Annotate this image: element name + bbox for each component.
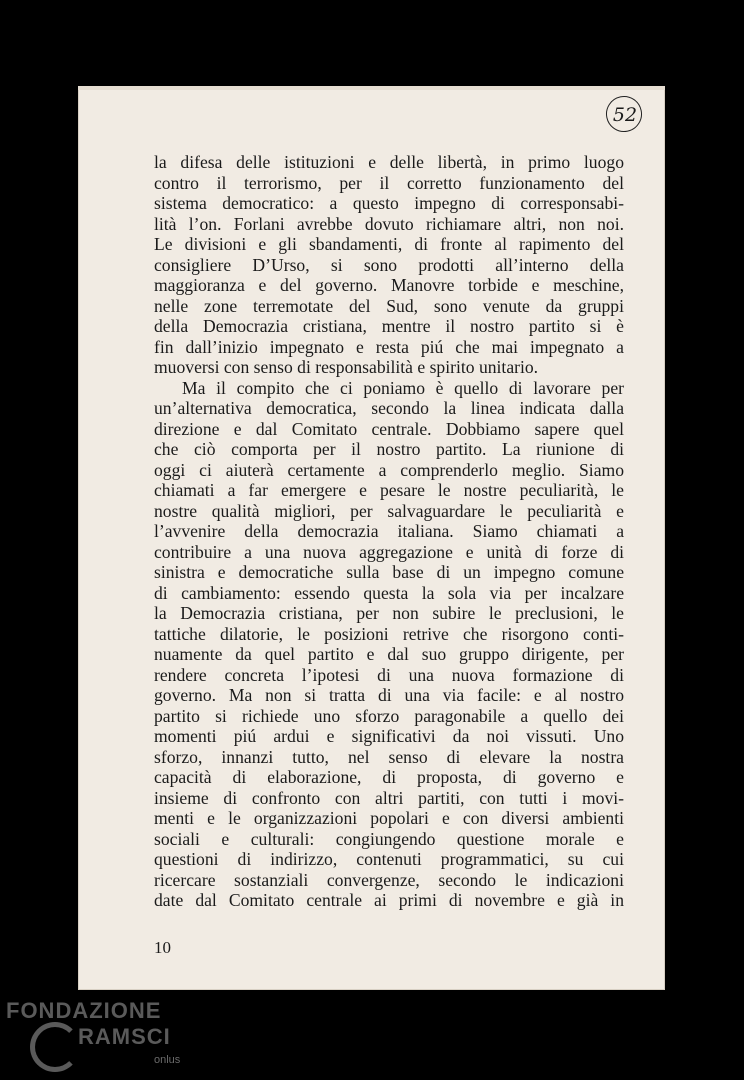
text-line: Ma il compito che ci poniamo è quello di lavorare per [182,377,624,398]
body-text [154,152,624,911]
text-line: consigliere D’Urso, si sono prodotti all’interno della [154,254,624,275]
text-line: Le divisioni e gli sbandamenti, di fronte al rapimento del [154,234,624,254]
text-line: nelle zone terremotate del Sud, sono venute da gruppi [154,295,624,316]
text-line: la Democrazia cristiana, per non subire le preclusioni, le [154,603,624,623]
text-line: sociali e culturali: congiungendo questione morale e [154,828,624,849]
text-line: oggi ci aiuterà certamente a comprenderlo meglio. Siamo [154,459,624,480]
folio-number: 52 [612,104,638,126]
text-line: partito si richiede uno sforzo paragonabile a quello dei [154,705,624,726]
text-line: date dal Comitato centrale ai primi di novembre e già in [154,890,624,910]
logo-line2: RAMSCI [78,1024,171,1049]
text-line: lità l’on. Forlani avrebbe dovuto richiamare altri, non noi. [154,213,624,234]
text-line: questioni di indirizzo, contenuti programmatici, su cui [154,849,624,869]
logo-line1: FONDAZIONE [6,998,162,1023]
text-line: l’avvenire della democrazia italiana. Siamo chiamati a [154,521,624,541]
text-line: nostre qualità migliori, per salvaguardare le peculiarità e [154,500,624,521]
folio-mark [606,96,644,134]
text-line: la difesa delle istituzioni e delle libertà, in primo luogo [154,152,624,172]
text-line: della Democrazia cristiana, mentre il nostro partito si è [154,316,624,336]
text-line: sistema democratico: a questo impegno di corresponsabi- [154,193,624,213]
text-line: direzione e dal Comitato centrale. Dobbiamo sapere quel [154,418,624,439]
text-line: insieme di confronto con altri partiti, con tutti i movi- [154,787,624,808]
text-line: nuamente da quel partito e dal suo gruppo dirigente, per [154,644,624,664]
text-line: un’alternativa democratica, secondo la linea indicata dalla [154,398,624,418]
text-line: sinistra e democratiche sulla base di un impegno comune [154,562,624,582]
text-line: contro il terrorismo, per il corretto funzionamento del [154,172,624,193]
text-line: fin dall’inizio impegnato e resta piú che mai impegnato a [154,336,624,357]
text-line: muoversi con senso di responsabilità e spirito unitario. [154,357,539,377]
text-line: sforzo, innanzi tutto, nel senso di elevare la nostra [154,746,624,767]
page-top-edge [78,86,665,90]
text-line: chiamati a far emergere e pesare le nostre peculiarità, le [154,480,624,500]
text-line: rendere concreta l’ipotesi di una nuova formazione di [154,664,624,685]
text-line: governo. Ma non si tratta di una via facile: e al nostro [154,685,624,705]
text-line: maggioranza e del governo. Manovre torbide e meschine, [154,275,624,295]
text-line: tattiche dilatorie, le posizioni retrive che risorgono conti- [154,623,624,644]
text-line: menti e le organizzazioni popolari e con diversi ambienti [154,808,624,828]
text-line: contribuire a una nuova aggregazione e unità di forze di [154,541,624,562]
fondazione-gramsci-logo [6,998,186,1078]
page-number: 10 [154,938,171,957]
text-line: capacità di elaborazione, di proposta, di governo e [154,767,624,787]
text-line: che ciò comporta per il nostro partito. La riunione di [154,439,624,459]
text-line: ricercare sostanziali convergenze, secondo le indicazioni [154,869,624,890]
text-line: di cambiamento: essendo questa la sola via per incalzare [154,582,624,603]
logo-g-icon [30,1022,80,1072]
logo-subtitle: onlus [154,1054,181,1066]
text-line: momenti piú ardui e significativi da noi vissuti. Uno [154,726,624,746]
